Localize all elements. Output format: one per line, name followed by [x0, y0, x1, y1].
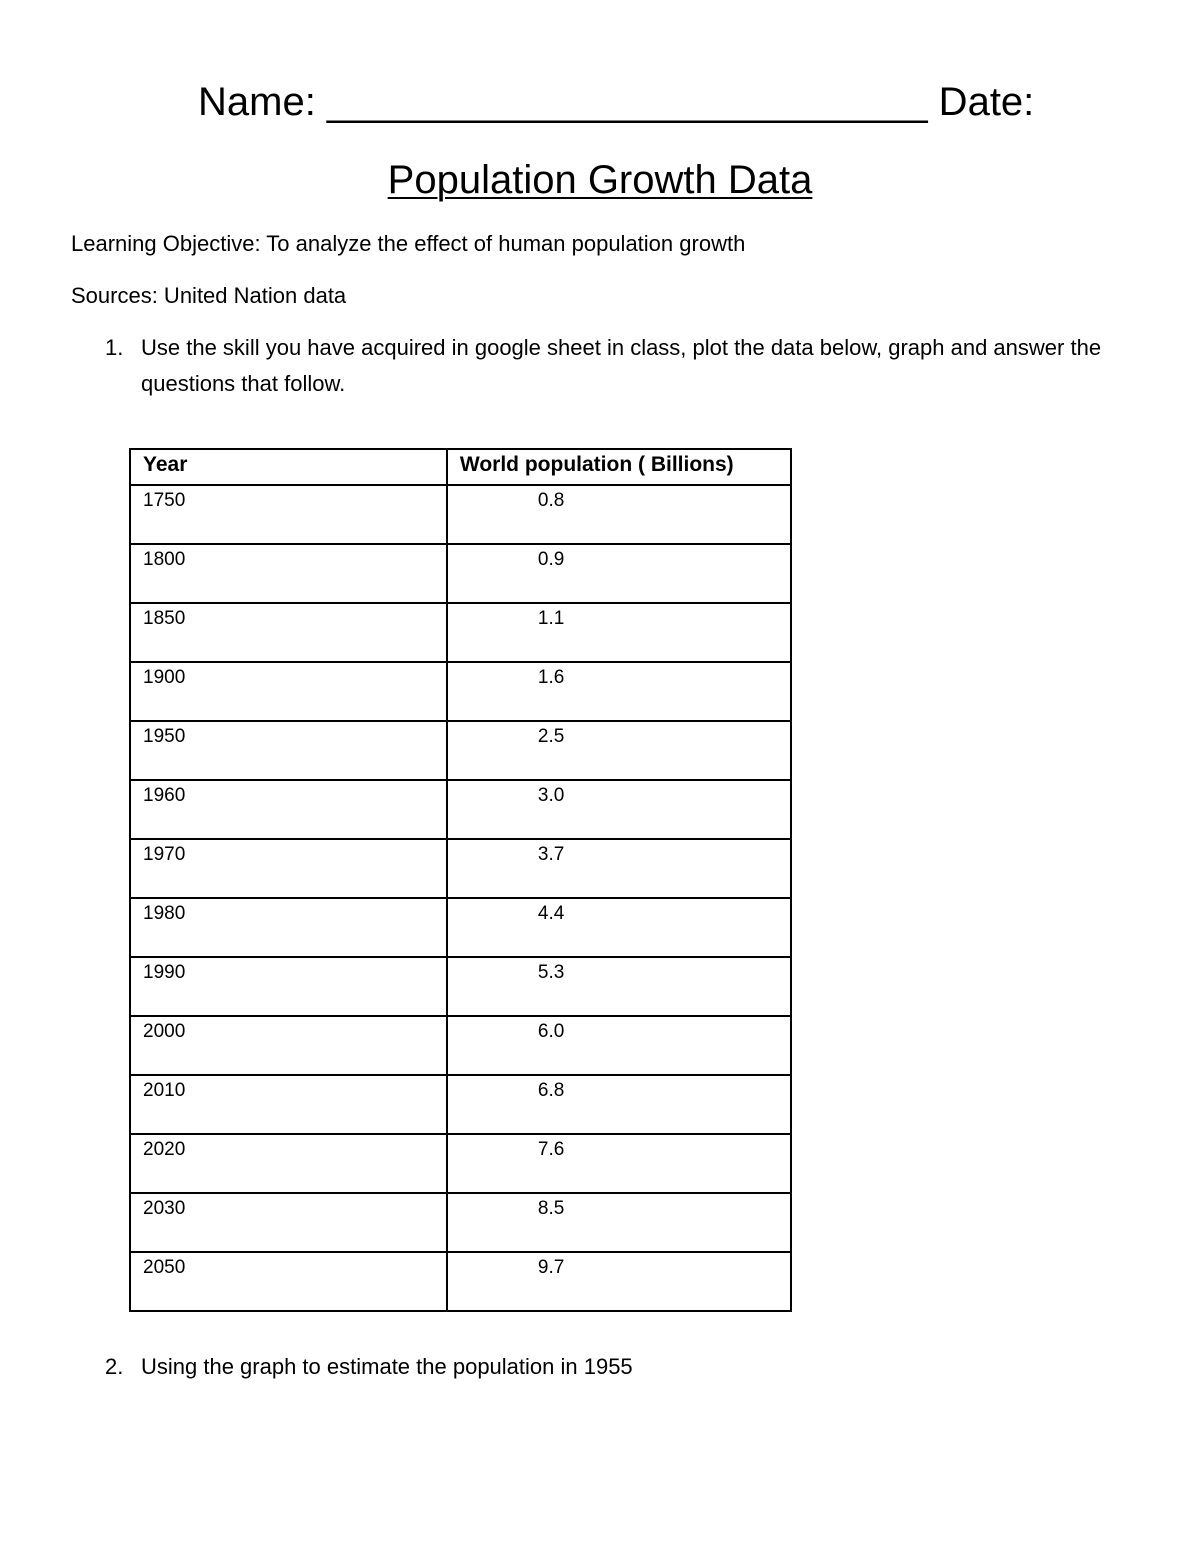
table-row: [130, 1193, 791, 1252]
question-text: Using the graph to estimate the population in 1955: [141, 1354, 633, 1379]
population-cell: 1.6: [447, 662, 791, 721]
learning-objective: Learning Objective: To analyze the effect of human population growth: [71, 231, 746, 256]
table-row: [130, 839, 791, 898]
year-cell: 2000: [130, 1016, 447, 1075]
year-cell: 1850: [130, 603, 447, 662]
population-table: [129, 448, 792, 1312]
year-cell: 2050: [130, 1252, 447, 1311]
page-title: Population Growth Data: [387, 158, 813, 202]
question-text: Use the skill you have acquired in google sheet in class, plot the data below, graph and answer the questions that follow.: [141, 335, 1102, 396]
year-cell: 1990: [130, 957, 447, 1016]
question-2: [105, 1349, 1135, 1385]
year-cell: 1900: [130, 662, 447, 721]
sources-line: Sources: United Nation data: [71, 283, 347, 308]
column-header-year: Year: [130, 449, 447, 485]
year-cell: 1950: [130, 721, 447, 780]
population-cell: 7.6: [447, 1134, 791, 1193]
table-row: [130, 1252, 791, 1311]
table-body: [130, 485, 791, 1311]
table-row: [130, 485, 791, 544]
table-row: [130, 662, 791, 721]
table-row: [130, 898, 791, 957]
table-row: [130, 957, 791, 1016]
population-cell: 9.7: [447, 1252, 791, 1311]
population-cell: 0.9: [447, 544, 791, 603]
table-row: [130, 1016, 791, 1075]
population-cell: 1.1: [447, 603, 791, 662]
population-cell: 6.8: [447, 1075, 791, 1134]
column-header-population: World population ( Billions): [447, 449, 791, 485]
table-row: [130, 780, 791, 839]
population-cell: 4.4: [447, 898, 791, 957]
year-cell: 1750: [130, 485, 447, 544]
population-cell: 3.7: [447, 839, 791, 898]
population-cell: 8.5: [447, 1193, 791, 1252]
population-cell: 6.0: [447, 1016, 791, 1075]
population-cell: 0.8: [447, 485, 791, 544]
year-cell: 1800: [130, 544, 447, 603]
table-row: [130, 1134, 791, 1193]
question-number: 2.: [105, 1354, 124, 1379]
table-row: [130, 1075, 791, 1134]
year-cell: 2020: [130, 1134, 447, 1193]
year-cell: 2010: [130, 1075, 447, 1134]
year-cell: 1980: [130, 898, 447, 957]
population-cell: 2.5: [447, 721, 791, 780]
year-cell: 1960: [130, 780, 447, 839]
table-row: [130, 544, 791, 603]
year-cell: 2030: [130, 1193, 447, 1252]
year-cell: 1970: [130, 839, 447, 898]
table-row: [130, 721, 791, 780]
table-header-row: [130, 449, 791, 485]
population-cell: 3.0: [447, 780, 791, 839]
name-date-line: Name: ___________________________ Date:: [198, 80, 1035, 124]
question-1: [105, 330, 1135, 402]
population-cell: 5.3: [447, 957, 791, 1016]
question-number: 1.: [105, 335, 124, 360]
table-row: [130, 603, 791, 662]
